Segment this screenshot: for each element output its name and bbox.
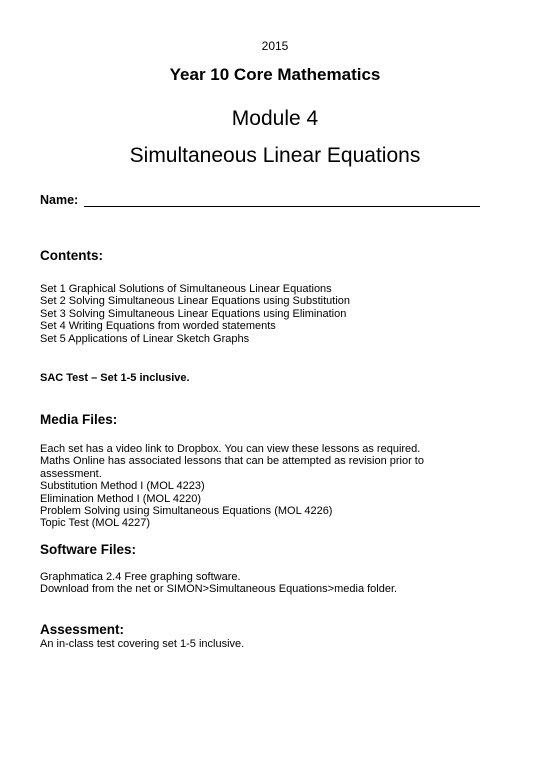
- media-heading: Media Files:: [40, 412, 118, 427]
- contents-heading: Contents:: [40, 248, 103, 263]
- media-line: Maths Online has associated lessons that can be attempted as revision prior to assessment.: [40, 455, 424, 480]
- topic-title: Simultaneous Linear Equations: [129, 144, 421, 167]
- contents-item: Set 1 Graphical Solutions of Simultaneous Linear Equations: [40, 283, 332, 295]
- contents-item: Set 3 Solving Simultaneous Linear Equations using Elimination: [40, 307, 347, 320]
- contents-item: Set 5 Applications of Linear Sketch Graphs: [40, 332, 250, 345]
- module-title: Module 4: [231, 107, 319, 130]
- media-line: Topic Test (MOL 4227): [40, 517, 151, 530]
- contents-item: Set 2 Solving Simultaneous Linear Equations using Substitution: [40, 295, 351, 308]
- course-title: Year 10 Core Mathematics: [169, 65, 381, 84]
- media-lines: [40, 443, 460, 530]
- software-lines: [40, 571, 500, 596]
- software-line: Download from the net or SIMON>Simultaneous Equations>media folder.: [40, 583, 398, 596]
- assessment-heading: Assessment:: [40, 622, 125, 637]
- document-year: 2015: [261, 39, 289, 53]
- contents-list: [40, 283, 500, 345]
- media-line: Problem Solving using Simultaneous Equations (MOL 4226): [40, 505, 333, 518]
- sac-test-note: SAC Test – Set 1-5 inclusive.: [40, 372, 190, 384]
- contents-item: Set 4 Writing Equations from worded statements: [40, 320, 276, 333]
- software-line: Graphmatica 2.4 Free graphing software.: [40, 571, 241, 583]
- software-heading: Software Files:: [40, 542, 137, 557]
- name-label: Name:: [40, 193, 79, 207]
- media-line: Substitution Method I (MOL 4223): [40, 480, 205, 493]
- media-line: Elimination Method I (MOL 4220): [40, 492, 201, 505]
- media-line: Each set has a video link to Dropbox. You can view these lessons as required.: [40, 443, 421, 455]
- name-blank-line: [84, 196, 480, 207]
- assessment-text: An in-class test covering set 1-5 inclusive.: [40, 638, 245, 650]
- name-field: [40, 193, 480, 207]
